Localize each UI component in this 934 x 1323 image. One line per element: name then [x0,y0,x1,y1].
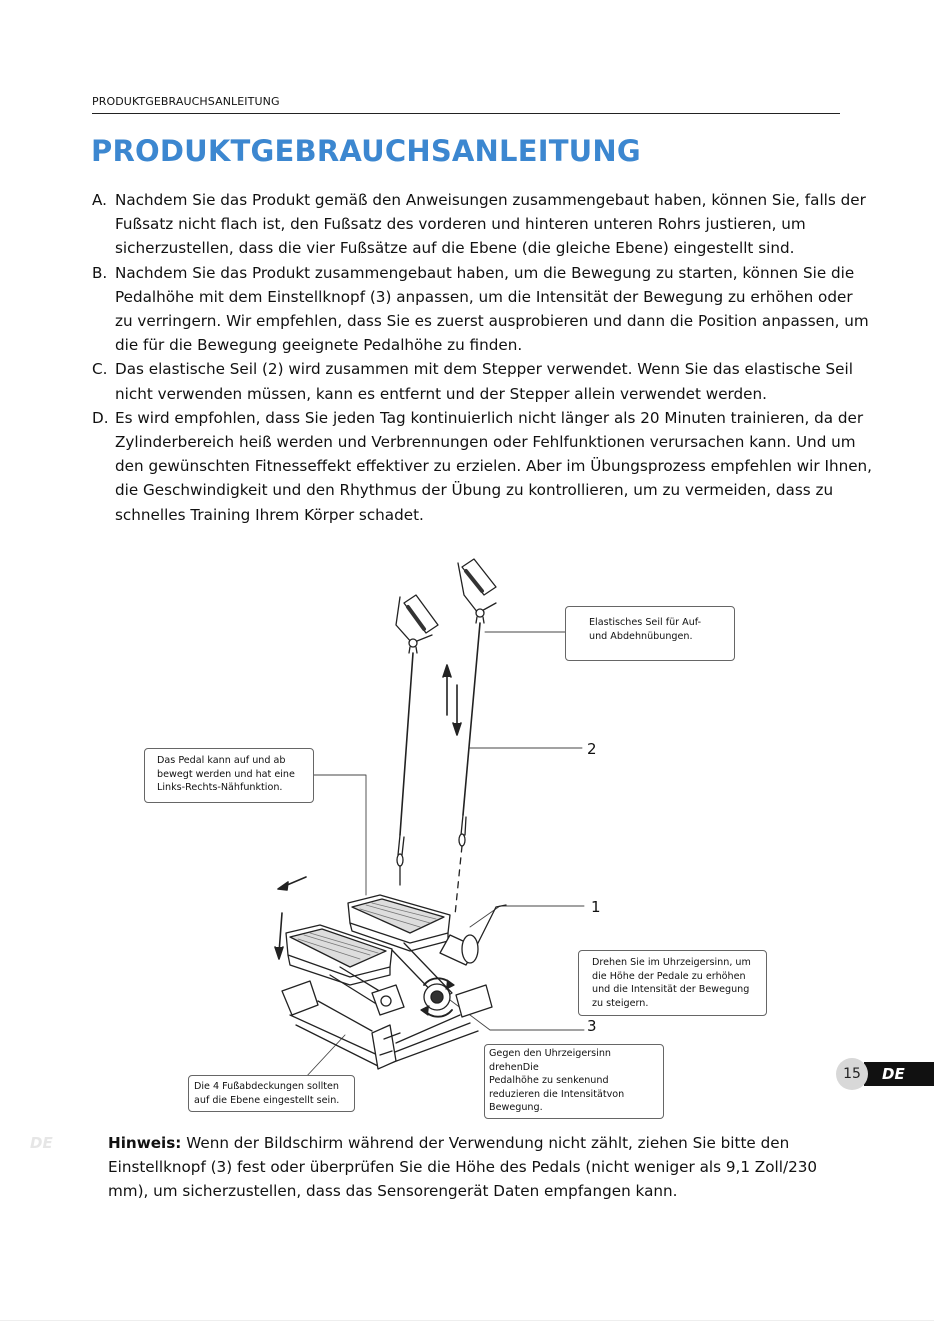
page-title: PRODUKTGEBRAUCHSANLEITUNG [91,134,641,168]
callout-clockwise [578,950,767,1016]
callout-line: Links-Rechts-Nähfunktion. [157,782,283,794]
page-number: 15 [836,1058,868,1090]
step-d [92,406,872,527]
language-watermark: DE [30,1134,53,1152]
step-text: Nachdem Sie das Produkt zusammengebaut haben, um die Bewegung zu starten, können Sie die Pedalhöhe mit dem Einstellknopf (3) anpassen, um die Intensität der Bewegung zu erhöhen oder zu verringern. Wir empfehlen, dass Sie es zuerst ausprobieren und dann die Position anpassen, um die für die Bewegung geeignete Pedalhöhe zu finden. [115,263,869,355]
stepper-illustration [0,555,934,1130]
left-rope [396,595,438,885]
callout-line: reduzieren die Intensitätvon [489,1088,625,1100]
step-c [92,357,872,405]
callout-line: und die Intensität der Bewegung [592,984,750,996]
note-label: Hinweis: [108,1134,182,1152]
part-number-knob: 3 [587,1017,597,1035]
callout-line: Gegen den Uhrzeigersinn [489,1048,611,1059]
callout-line: und Abdehnübungen. [589,630,693,642]
callout-pedal [144,748,314,803]
callout-line: Pedalhöhe zu senkenund [489,1075,609,1087]
step-b [92,261,872,358]
step-letter: B. [92,263,108,282]
callout-line: Drehen Sie im Uhrzeigersinn, um [592,957,751,968]
page-bottom-edge [0,1320,934,1321]
step-letter: C. [92,360,108,379]
running-header: PRODUKTGEBRAUCHSANLEITUNG [92,95,280,108]
callout-rope [565,606,735,661]
callout-line: drehenDie [489,1061,539,1073]
instruction-list [92,188,872,527]
callout-line: Das Pedal kann auf und ab [157,755,286,766]
adjustment-knob [421,978,454,1016]
left-pedal [286,925,392,985]
step-letter: A. [92,191,107,209]
callout-line: Die 4 Fußabdeckungen sollten [194,1081,339,1092]
part-number-pedal-frame: 1 [591,898,601,916]
leader-lines [305,632,584,1078]
callout-line: die Höhe der Pedale zu erhöhen [592,970,746,982]
step-a [92,188,872,261]
callout-feet [188,1075,355,1112]
part-number-rope: 2 [587,740,597,758]
callout-line: Elastisches Seil für Auf- [589,617,702,628]
stepper-figure [0,555,934,1130]
callout-line: auf die Ebene eingestellt sein. [194,1094,340,1106]
note-block [108,1131,848,1204]
page-number-tab [836,1058,934,1090]
step-text: Nachdem Sie das Produkt gemäß den Anweisungen zusammengebaut haben, können Sie, falls der Fußsatz nicht flach ist, den Fußsatz des vorderen und hinteren unteren Rohrs justieren, um sicherzustellen, dass die vier Fußsätze auf die Ebene (die gleiche Ebene) eingestellt sind. [115,191,866,258]
callout-counterclockwise [484,1044,664,1119]
right-rope [455,559,496,915]
language-tab: DE [864,1062,934,1086]
step-text: Das elastische Seil (2) wird zusammen mit dem Stepper verwendet. Wenn Sie das elastische Seil nicht verwenden müssen, kann es entfernt und der Stepper allein verwendet werden. [115,360,853,403]
callout-line: Bewegung. [489,1102,543,1114]
callout-line: zu steigern. [592,997,649,1009]
header-divider [92,113,840,114]
note-text: Wenn der Bildschirm während der Verwendung nicht zählt, ziehen Sie bitte den Einstellknopf (3) fest oder überprüfen Sie die Höhe des Pedals (nicht weniger als 9,1 Zoll/230 mm), um sicherzustellen, dass das Sensorengerät Daten empfangen kann. [108,1134,818,1201]
step-letter: D. [92,408,109,427]
step-text: Es wird empfohlen, dass Sie jeden Tag kontinuierlich nicht länger als 20 Minuten trainieren, da der Zylinderbereich heiß werden und Verbrennungen oder Fehlfunktionen verursachen kann. Und um den gewünschten Fitnesseffekt effektiver zu erzielen. Aber im Übungsprozess empfehlen wir Ihnen, die Geschwindigkeit und den Rhythmus der Übung zu kontrollieren, um zu vermeiden, dass zu schnelles Training Ihrem Körper schadet. [115,408,872,524]
callout-line: bewegt werden und hat eine [157,768,295,780]
